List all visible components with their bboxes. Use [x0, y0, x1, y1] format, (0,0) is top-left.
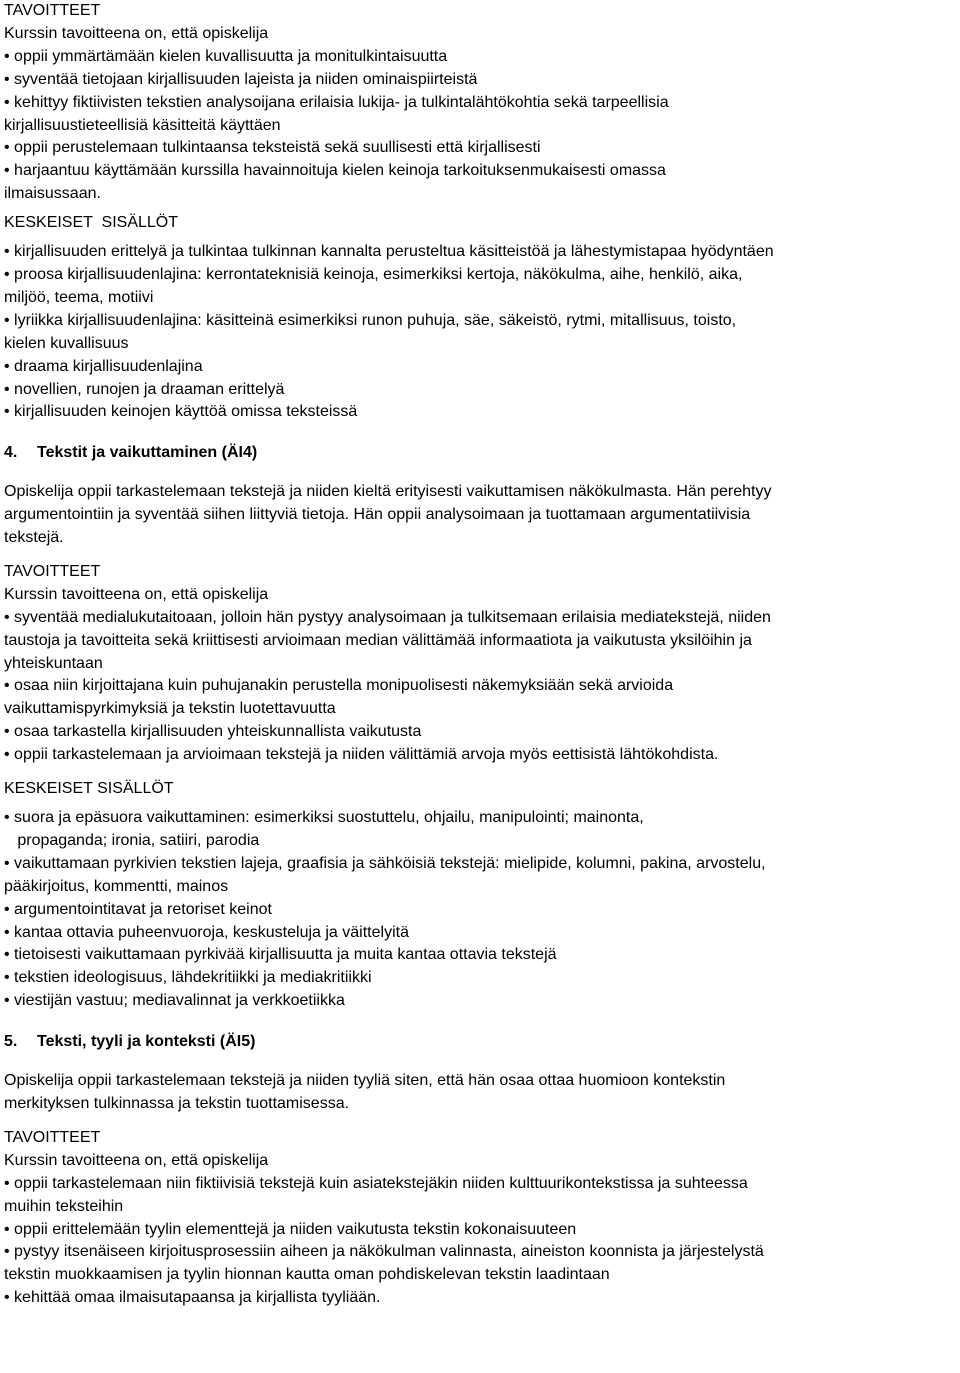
list-item: • syventää medialukutaitoaan, jolloin hän pystyy analysoimaan ja tulkitsemaan erilaisia mediatekstejä, niiden	[4, 608, 771, 626]
list-item: ilmaisussaan.	[4, 185, 101, 203]
list-item: • oppii erittelemään tyylin elementtejä ja niiden vaikutusta tekstin kokonaisuuteen	[4, 1220, 577, 1238]
content-list	[4, 241, 960, 424]
list-item: • oppii tarkastelemaan niin fiktiivisiä tekstejä kuin asiatekstejäkin niiden kulttuurikontekstissa ja suhteessa	[4, 1174, 748, 1192]
list-item: • proosa kirjallisuudenlajina: kerrontateknisiä keinoja, esimerkiksi kertoja, näkökulma, aihe, henkilö, aika,	[4, 265, 743, 283]
goals-heading: TAVOITTEET	[4, 1128, 101, 1146]
list-item: • tietoisesti vaikuttamaan pyrkivää kirjallisuutta ja muita kantaa ottavia tekstejä	[4, 946, 557, 964]
list-item: • kantaa ottavia puheenvuoroja, keskusteluja ja väittelyitä	[4, 923, 409, 941]
list-item: • oppii tarkastelemaan ja arvioimaan tekstejä ja niiden välittämiä arvoja myös eettisistä lähtökohdista.	[4, 746, 719, 764]
content-list	[4, 807, 960, 1013]
list-item: vaikuttamispyrkimyksiä ja tekstin luotettavuutta	[4, 700, 336, 718]
content-heading: KESKEISET SISÄLLÖT	[4, 780, 174, 798]
goals-intro: Kurssin tavoitteena on, että opiskelija	[4, 1151, 269, 1169]
course-title: Teksti, tyyli ja konteksti (ÄI5)	[37, 1033, 256, 1051]
list-item: • pystyy itsenäiseen kirjoitusprosessiin aiheen ja näkökulman valinnasta, aineiston koonnista ja järjestelystä	[4, 1243, 764, 1261]
list-item: muihin teksteihin	[4, 1197, 124, 1215]
list-item: taustoja ja tavoitteita sekä kriittisesti arvioimaan median välittämää informaatiota ja vaikutusta yksilöihin ja	[4, 631, 752, 649]
goals-list	[4, 607, 960, 767]
list-item: tekstin muokkaamisen ja tyylin hionnan kautta oman pohdiskelevan tekstin laadintaan	[4, 1266, 610, 1284]
list-item: kielen kuvallisuus	[4, 334, 129, 352]
goals-heading: TAVOITTEET	[4, 562, 101, 580]
list-item: • vaikuttamaan pyrkivien tekstien lajeja, graafisia ja sähköisiä tekstejä: mielipide, kolumni, pakina, arvostelu,	[4, 854, 766, 872]
intro-line: argumentointiin ja syventää siihen liittyviä tietoja. Hän oppii analysoimaan ja tuottamaan argumentatiivisia	[4, 506, 751, 524]
list-item: • osaa niin kirjoittajana kuin puhujanakin perustella monipuolisesti näkemyksiään sekä arvioida	[4, 677, 674, 695]
list-item: • argumentointitavat ja retoriset keinot	[4, 900, 272, 918]
list-item: • novellien, runojen ja draaman erittelyä	[4, 380, 285, 398]
list-item: • kehittää omaa ilmaisutapaansa ja kirjallista tyyliään.	[4, 1289, 381, 1307]
list-item: • lyriikka kirjallisuudenlajina: käsitteinä esimerkiksi runon puhuja, säe, säkeistö, rytmi, mitallisuus, toisto,	[4, 311, 737, 329]
intro-line: tekstejä.	[4, 529, 64, 547]
course-number: 5.	[4, 1033, 18, 1051]
list-item: • oppii perustelemaan tulkintaansa teksteistä sekä suullisesti että kirjallisesti	[4, 139, 541, 157]
goals-list	[4, 46, 960, 206]
intro-line: Opiskelija oppii tarkastelemaan tekstejä ja niiden tyyliä siten, että hän osaa ottaa huomioon kontekstin	[4, 1072, 726, 1090]
course-title: Tekstit ja vaikuttaminen (ÄI4)	[37, 444, 258, 462]
goals-intro: Kurssin tavoitteena on, että opiskelija	[4, 585, 269, 603]
list-item: • osaa tarkastella kirjallisuuden yhteiskunnallista vaikutusta	[4, 723, 422, 741]
intro-line: merkityksen tulkinnassa ja tekstin tuottamisessa.	[4, 1094, 350, 1112]
course-intro	[4, 1070, 960, 1116]
list-item: pääkirjoitus, kommentti, mainos	[4, 877, 229, 895]
goals-intro: Kurssin tavoitteena on, että opiskelija	[4, 24, 269, 42]
list-item: • viestijän vastuu; mediavalinnat ja verkkoetiikka	[4, 992, 345, 1010]
intro-line: Opiskelija oppii tarkastelemaan tekstejä ja niiden kieltä erityisesti vaikuttamisen näkökulmasta. Hän perehtyy	[4, 483, 772, 501]
goals-heading: TAVOITTEET	[4, 2, 101, 19]
course-number: 4.	[4, 444, 18, 462]
list-item: • harjaantuu käyttämään kurssilla havainnoituja kielen keinoja tarkoituksenmukaisesti omassa	[4, 162, 666, 180]
list-item: • oppii ymmärtämään kielen kuvallisuutta ja monitulkintaisuutta	[4, 47, 448, 65]
list-item: • draama kirjallisuudenlajina	[4, 357, 203, 375]
list-item: • kehittyy fiktiivisten tekstien analysoijana erilaisia lukija- ja tulkintalähtökohtia sekä tarpeellisia	[4, 93, 669, 111]
course-heading	[4, 442, 960, 465]
list-item: kirjallisuustieteellisiä käsitteitä käyttäen	[4, 116, 281, 134]
list-item: • suora ja epäsuora vaikuttaminen: esimerkiksi suostuttelu, ohjailu, manipulointi; mainonta,	[4, 809, 644, 826]
list-item: • kirjallisuuden keinojen käyttöä omissa teksteissä	[4, 403, 358, 421]
list-item: • kirjallisuuden erittelyä ja tulkintaa tulkinnan kannalta perusteltua käsitteistöä ja lähestymistapaa hyödyntäen	[4, 243, 774, 261]
list-item: yhteiskuntaan	[4, 654, 103, 672]
course-intro	[4, 481, 960, 550]
goals-list	[4, 1173, 960, 1310]
list-item: • tekstien ideologisuus, lähdekritiikki ja mediakritiikki	[4, 969, 372, 987]
list-item: propaganda; ironia, satiiri, parodia	[4, 831, 260, 849]
list-item: • syventää tietojaan kirjallisuuden lajeista ja niiden ominaispiirteistä	[4, 70, 478, 88]
list-item: miljöö, teema, motiivi	[4, 288, 154, 306]
course-heading	[4, 1031, 960, 1054]
content-heading: KESKEISET SISÄLLÖT	[4, 214, 178, 232]
